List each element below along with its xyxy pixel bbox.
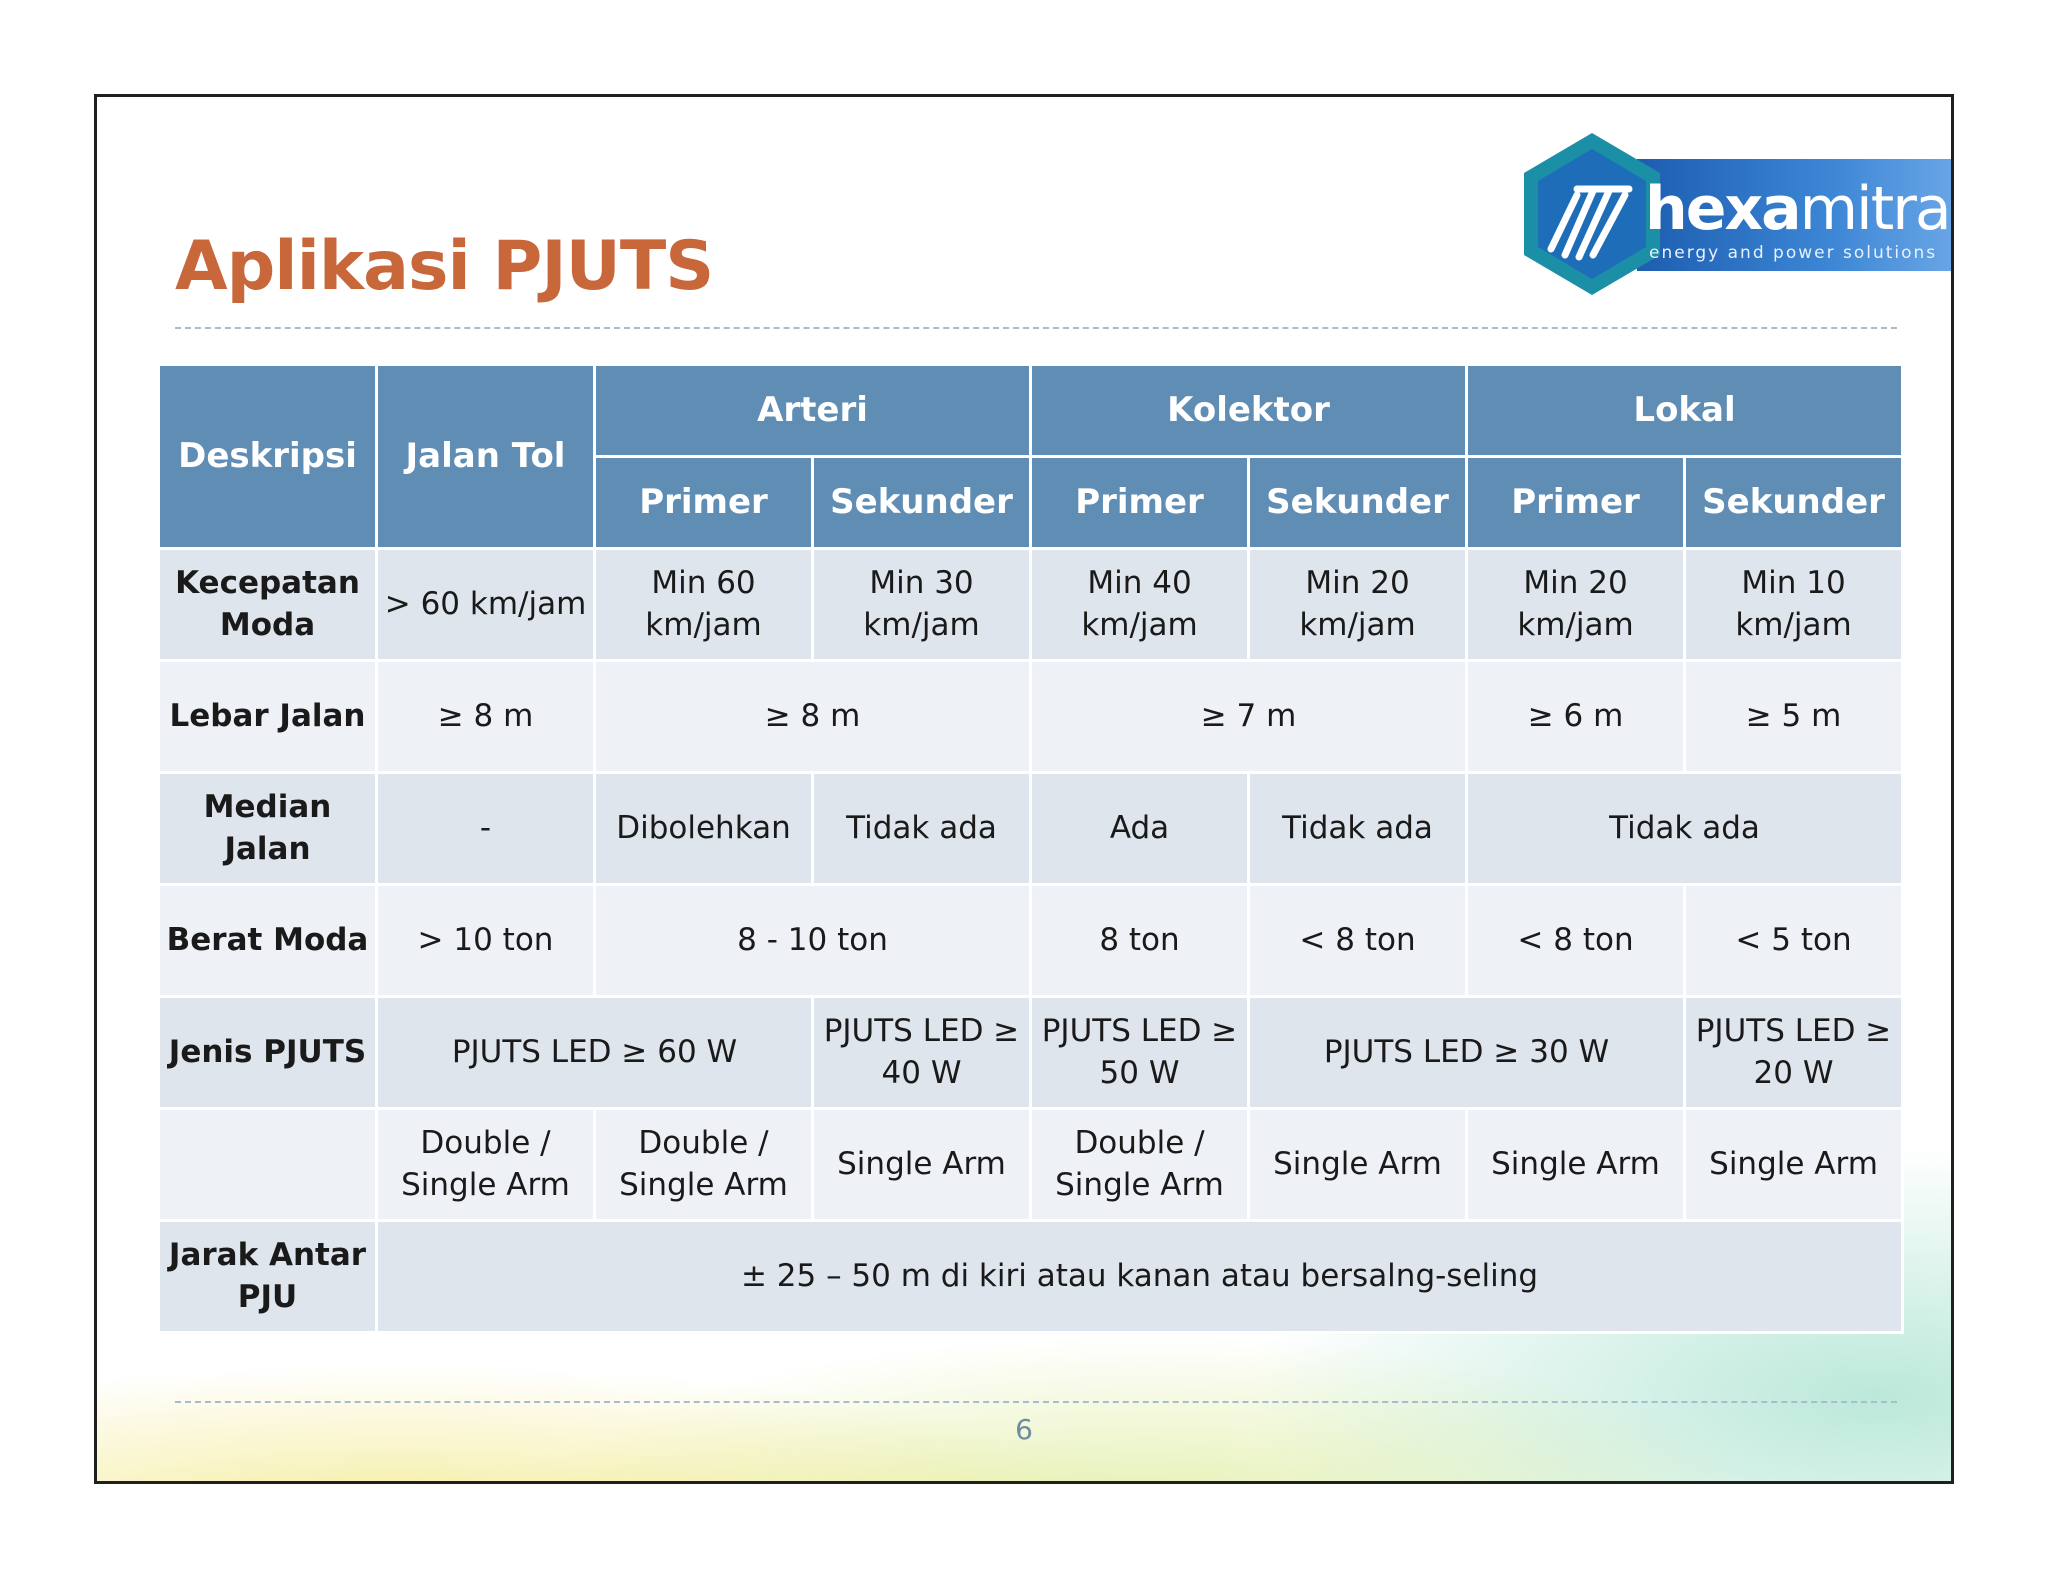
table-cell: Min 20 km/jam: [1467, 549, 1685, 661]
table-cell: 8 ton: [1031, 885, 1249, 997]
table-cell: Double / Single Arm: [377, 1109, 595, 1221]
page-number: 6: [1015, 1413, 1033, 1446]
table-cell: Min 10 km/jam: [1685, 549, 1903, 661]
row-label: Median Jalan: [159, 773, 377, 885]
header-lokal: Lokal: [1467, 365, 1903, 457]
table-cell: ± 25 – 50 m di kiri atau kanan atau bersalng-seling: [377, 1221, 1903, 1333]
table-row-kecepatan: [159, 549, 1903, 661]
table-cell: ≥ 7 m: [1031, 661, 1467, 773]
table-cell: 8 - 10 ton: [595, 885, 1031, 997]
pjuts-table: [157, 363, 1904, 1334]
table-row-berat: [159, 885, 1903, 997]
table-cell: Tidak ada: [1467, 773, 1903, 885]
header-lokal-primer: Primer: [1467, 457, 1685, 549]
table-cell: Single Arm: [1685, 1109, 1903, 1221]
row-label: [159, 1109, 377, 1221]
table-cell: PJUTS LED ≥ 60 W: [377, 997, 813, 1109]
hexamitra-logo: [1517, 129, 1954, 299]
table-cell: Min 20 km/jam: [1249, 549, 1467, 661]
table-cell: Single Arm: [813, 1109, 1031, 1221]
table-cell: ≥ 8 m: [377, 661, 595, 773]
table-cell: Ada: [1031, 773, 1249, 885]
logo-wordmark: hexamitra: [1645, 174, 1950, 244]
table-cell: ≥ 6 m: [1467, 661, 1685, 773]
header-lokal-sekunder: Sekunder: [1685, 457, 1903, 549]
table-cell: Dibolehkan: [595, 773, 813, 885]
table-cell: Single Arm: [1249, 1109, 1467, 1221]
header-kolektor-primer: Primer: [1031, 457, 1249, 549]
header-arteri: Arteri: [595, 365, 1031, 457]
header-jalan-tol: Jalan Tol: [377, 365, 595, 549]
row-label: Berat Moda: [159, 885, 377, 997]
slide: [94, 94, 1954, 1484]
table-row-median: [159, 773, 1903, 885]
table-cell: < 8 ton: [1249, 885, 1467, 997]
table-cell: -: [377, 773, 595, 885]
header-row-groups: [159, 365, 1903, 457]
table-cell: Min 40 km/jam: [1031, 549, 1249, 661]
table-cell: Double / Single Arm: [1031, 1109, 1249, 1221]
table-cell: < 5 ton: [1685, 885, 1903, 997]
table-row-jarak: [159, 1221, 1903, 1333]
table-cell: Single Arm: [1467, 1109, 1685, 1221]
table-cell: PJUTS LED ≥ 30 W: [1249, 997, 1685, 1109]
header-deskripsi: Deskripsi: [159, 365, 377, 549]
bottom-divider: [175, 1401, 1897, 1403]
page-title: Aplikasi PJUTS: [175, 227, 714, 306]
row-label: Kecepatan Moda: [159, 549, 377, 661]
table-row-jenis: [159, 997, 1903, 1109]
table-cell: ≥ 5 m: [1685, 661, 1903, 773]
table-row-lebar: [159, 661, 1903, 773]
table-cell: ≥ 8 m: [595, 661, 1031, 773]
table-cell: PJUTS LED ≥ 20 W: [1685, 997, 1903, 1109]
row-label: Jenis PJUTS: [159, 997, 377, 1109]
table-cell: Min 30 km/jam: [813, 549, 1031, 661]
table-cell: PJUTS LED ≥ 50 W: [1031, 997, 1249, 1109]
table-cell: > 10 ton: [377, 885, 595, 997]
header-arteri-primer: Primer: [595, 457, 813, 549]
table-cell: < 8 ton: [1467, 885, 1685, 997]
table-cell: Tidak ada: [1249, 773, 1467, 885]
header-kolektor: Kolektor: [1031, 365, 1467, 457]
header-kolektor-sekunder: Sekunder: [1249, 457, 1467, 549]
table-cell: PJUTS LED ≥ 40 W: [813, 997, 1031, 1109]
table-cell: Min 60 km/jam: [595, 549, 813, 661]
logo-tagline: energy and power solutions: [1649, 243, 1938, 263]
header-arteri-sekunder: Sekunder: [813, 457, 1031, 549]
row-label: Lebar Jalan: [159, 661, 377, 773]
top-divider: [175, 327, 1897, 329]
table-cell: > 60 km/jam: [377, 549, 595, 661]
table-row-arm: [159, 1109, 1903, 1221]
table-cell: Tidak ada: [813, 773, 1031, 885]
row-label: Jarak Antar PJU: [159, 1221, 377, 1333]
table-cell: Double / Single Arm: [595, 1109, 813, 1221]
